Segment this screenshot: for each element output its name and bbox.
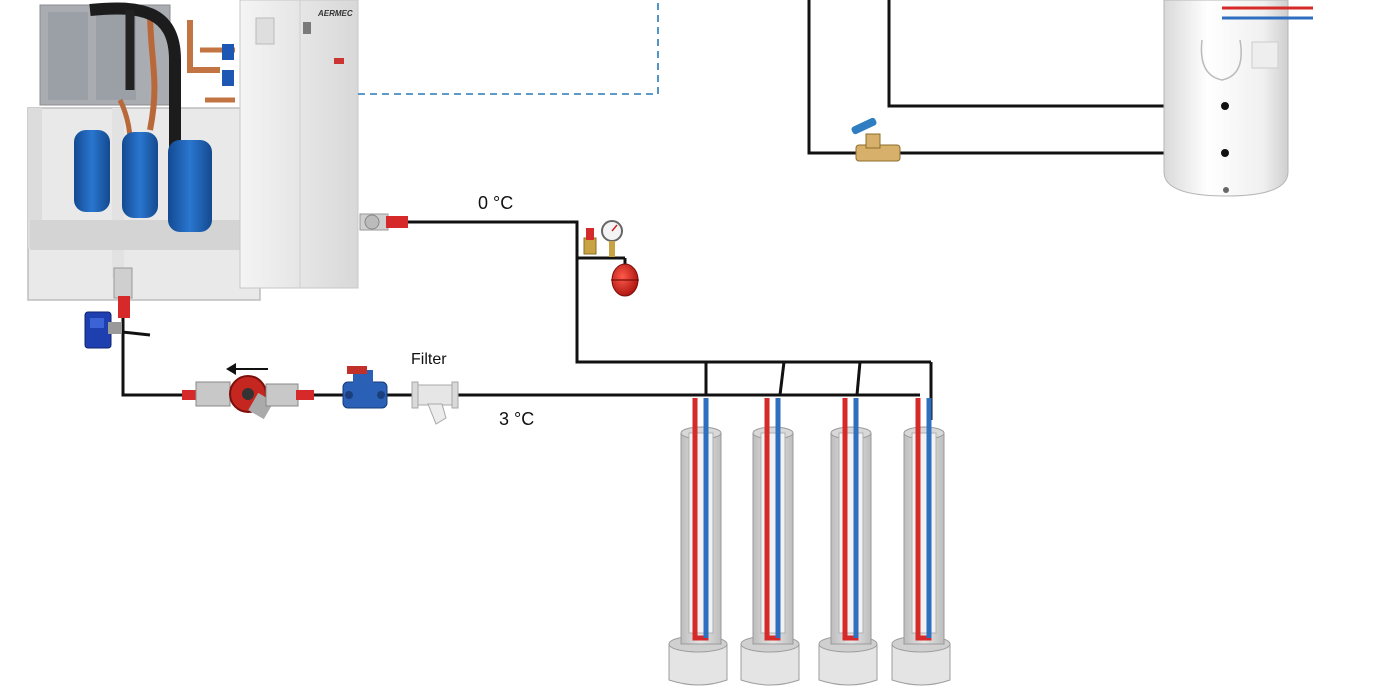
borehole-1 [669, 398, 727, 685]
flow-switch [85, 312, 150, 348]
filter-label: Filter [411, 351, 447, 368]
brand-label: AERMEC [318, 9, 353, 18]
balancing-valve [343, 366, 387, 408]
expansion-vessel [611, 258, 639, 296]
borehole-4 [892, 398, 950, 685]
circulation-pump [182, 363, 314, 419]
flow-direction-arrow-icon [226, 363, 236, 375]
boreholes [669, 398, 950, 685]
supply-temperature-label: 0 °C [478, 193, 514, 213]
borehole-3 [819, 398, 877, 685]
control-signal-line [358, 0, 658, 94]
y-strainer-filter [412, 382, 458, 424]
pressure-gauge [602, 221, 622, 257]
tank-balancing-valve [851, 117, 900, 161]
return-temperature-label: 3 °C [499, 409, 535, 429]
safety-valve [584, 228, 596, 254]
borehole-2 [741, 398, 799, 685]
heat-pump-unit [28, 0, 408, 318]
storage-tank [1164, 0, 1313, 196]
